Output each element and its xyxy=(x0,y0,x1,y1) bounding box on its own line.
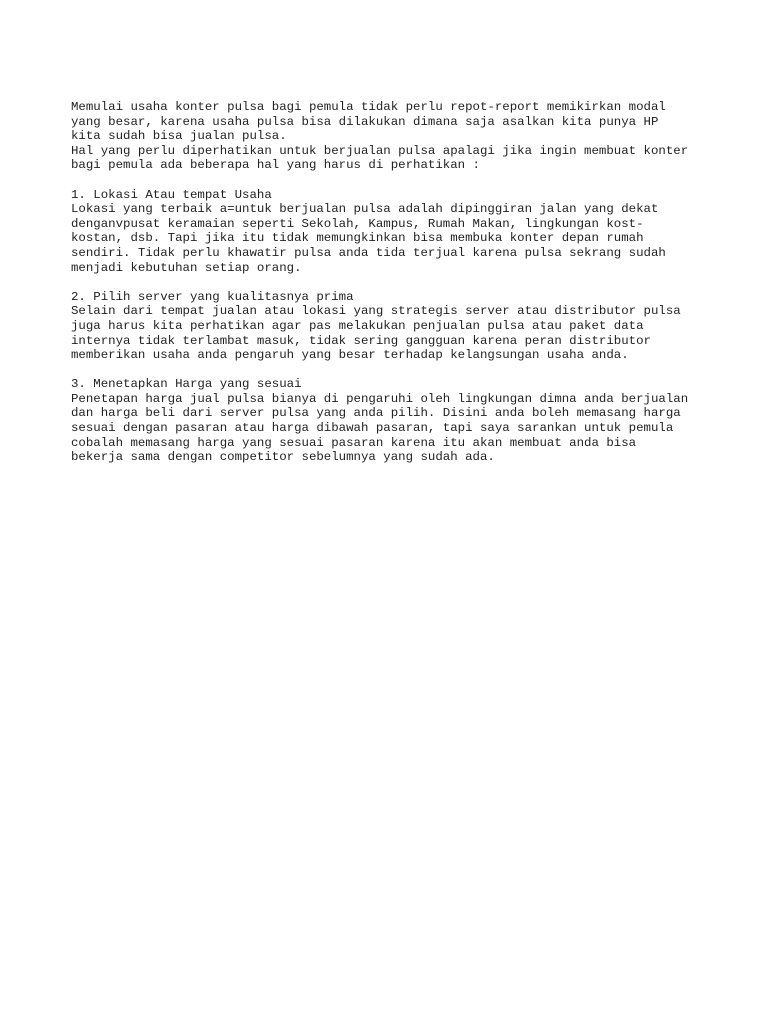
intro-line: yang besar, karena usaha pulsa bisa dilakukan dimana saja asalkan kita punya HP xyxy=(71,114,659,129)
section-line: dan harga beli dari server pulsa yang anda pilih. Disini anda boleh memasang harga xyxy=(71,406,681,421)
section-line: memberikan usaha anda pengaruh yang besar terhadap kelangsungan usaha anda. xyxy=(71,348,629,363)
section-line: juga harus kita perhatikan agar pas melakukan penjualan pulsa atau paket data xyxy=(71,318,644,333)
intro-line: Hal yang perlu diperhatikan untuk berjualan pulsa apalagi jika ingin membuat konter xyxy=(71,143,689,158)
intro-line: Memulai usaha konter pulsa bagi pemula tidak perlu repot-report memikirkan modal xyxy=(71,100,666,114)
intro-line: kita sudah bisa jualan pulsa. xyxy=(71,129,287,144)
intro-line: bagi pemula ada beberapa hal yang harus di perhatikan : xyxy=(71,158,480,173)
section-heading: 1. Lokasi Atau tempat Usaha xyxy=(71,187,272,202)
section-line: bekerja sama dengan competitor sebelumnya yang sudah ada. xyxy=(71,450,495,465)
section-line: internya tidak terlambat masuk, tidak sering gangguan karena peran distributor xyxy=(71,333,651,348)
section-harga xyxy=(71,377,721,465)
paragraph-spacer xyxy=(71,363,721,378)
section-heading: 2. Pilih server yang kualitasnya prima xyxy=(71,289,354,304)
section-line: cobalah memasang harga yang sesuai pasaran karena itu akan membuat anda bisa xyxy=(71,435,637,450)
intro-paragraph xyxy=(71,100,721,173)
section-line: kostan, dsb. Tapi jika itu tidak memungkinkan bisa membuka konter depan rumah xyxy=(71,231,644,246)
section-lokasi xyxy=(71,188,721,276)
document-body xyxy=(71,100,721,465)
section-line: Lokasi yang terbaik a=untuk berjualan pulsa adalah dipinggiran jalan yang dekat xyxy=(71,202,659,217)
section-line: Selain dari tempat jualan atau lokasi yang strategis server atau distributor pulsa xyxy=(71,304,681,319)
section-line: Penetapan harga jual pulsa bianya di pengaruhi oleh lingkungan dimna anda berjualan xyxy=(71,391,689,406)
section-server xyxy=(71,290,721,363)
paragraph-spacer xyxy=(71,275,721,290)
section-line: sesuai dengan pasaran atau harga dibawah pasaran, tapi saya sarankan untuk pemula xyxy=(71,421,674,436)
section-line: denganvpusat keramaian seperti Sekolah, Kampus, Rumah Makan, lingkungan kost- xyxy=(71,216,644,231)
paragraph-spacer xyxy=(71,173,721,188)
section-heading: 3. Menetapkan Harga yang sesuai xyxy=(71,377,302,392)
section-line: sendiri. Tidak perlu khawatir pulsa anda tida terjual karena pulsa sekrang sudah xyxy=(71,245,666,260)
section-line: menjadi kebutuhan setiap orang. xyxy=(71,260,302,275)
